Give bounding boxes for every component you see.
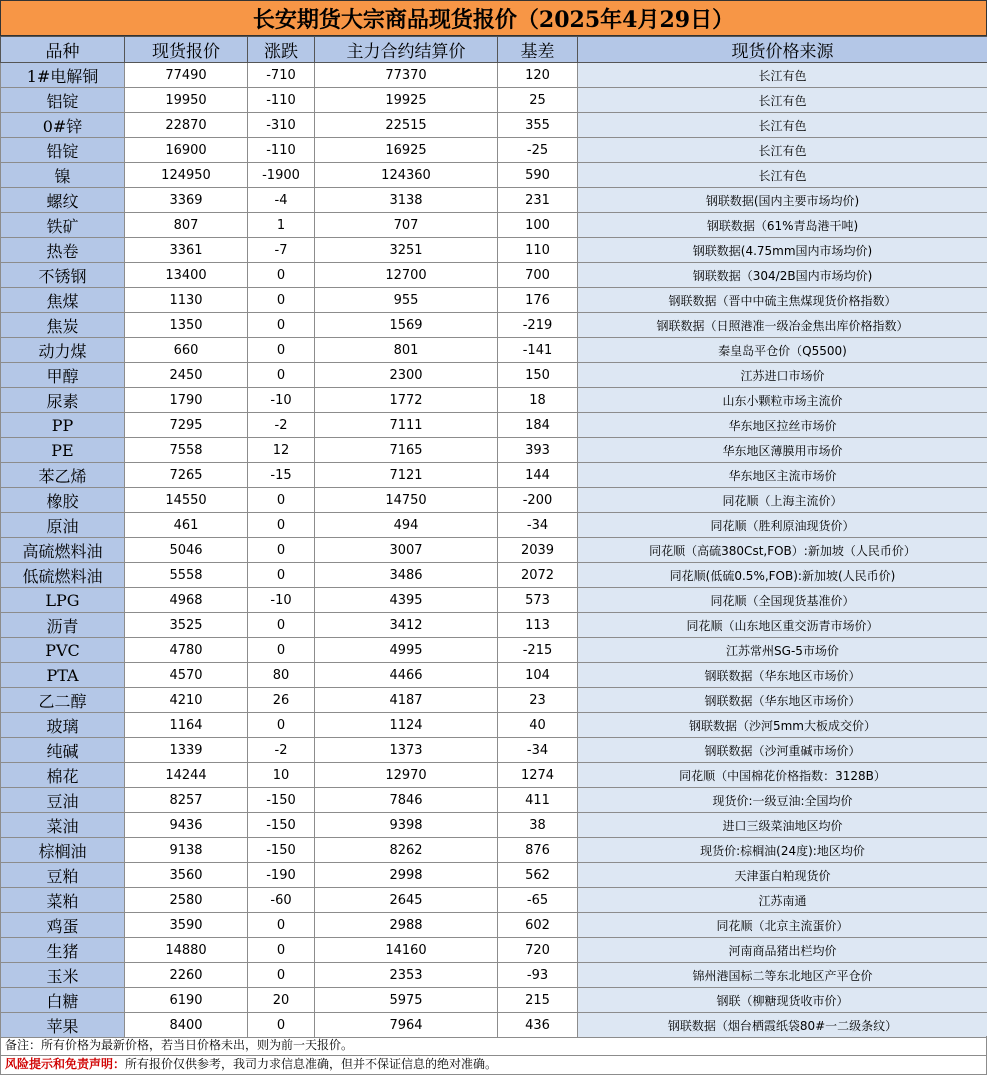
- cell-source: 同花顺（北京主流蛋价）: [578, 913, 987, 938]
- cell-spot: 1130: [125, 288, 248, 313]
- cell-spot: 3560: [125, 863, 248, 888]
- cell-source: 长江有色: [578, 163, 987, 188]
- cell-spot: 2450: [125, 363, 248, 388]
- table-row: [1, 238, 987, 263]
- cell-name: 橡胶: [1, 488, 125, 513]
- cell-basis: 393: [498, 438, 578, 463]
- cell-basis: 2039: [498, 538, 578, 563]
- cell-name: 玉米: [1, 963, 125, 988]
- cell-settle: 1124: [315, 713, 498, 738]
- cell-basis: 184: [498, 413, 578, 438]
- cell-basis: 18: [498, 388, 578, 413]
- cell-settle: 14160: [315, 938, 498, 963]
- cell-name: 铝锭: [1, 88, 125, 113]
- cell-settle: 12700: [315, 263, 498, 288]
- risk-note: [0, 1055, 987, 1075]
- cell-name: 棉花: [1, 763, 125, 788]
- cell-spot: 461: [125, 513, 248, 538]
- cell-settle: 1569: [315, 313, 498, 338]
- cell-settle: 14750: [315, 488, 498, 513]
- cell-source: 钢联（柳糖现货收市价）: [578, 988, 987, 1013]
- cell-source: 钢联数据（沙河5mm大板成交价）: [578, 713, 987, 738]
- cell-settle: 801: [315, 338, 498, 363]
- cell-change: 80: [248, 663, 315, 688]
- table-row: [1, 963, 987, 988]
- cell-spot: 14244: [125, 763, 248, 788]
- cell-change: 0: [248, 613, 315, 638]
- cell-spot: 9138: [125, 838, 248, 863]
- table-row: [1, 263, 987, 288]
- cell-source: 钢联数据（61%青岛港干吨): [578, 213, 987, 238]
- cell-name: 不锈钢: [1, 263, 125, 288]
- cell-name: 高硫燃料油: [1, 538, 125, 563]
- cell-basis: 215: [498, 988, 578, 1013]
- cell-source: 秦皇岛平仓价（Q5500): [578, 338, 987, 363]
- table-row: [1, 188, 987, 213]
- cell-settle: 2998: [315, 863, 498, 888]
- cell-source: 同花顺（上海主流价）: [578, 488, 987, 513]
- cell-name: 螺纹: [1, 188, 125, 213]
- cell-change: 0: [248, 488, 315, 513]
- cell-change: 0: [248, 638, 315, 663]
- table-row: [1, 913, 987, 938]
- cell-change: 0: [248, 288, 315, 313]
- cell-change: -1900: [248, 163, 315, 188]
- cell-change: 0: [248, 938, 315, 963]
- table-row: [1, 638, 987, 663]
- cell-spot: 1164: [125, 713, 248, 738]
- header-source: 现货价格来源: [578, 37, 987, 63]
- cell-source: 华东地区薄膜用市场价: [578, 438, 987, 463]
- cell-settle: 4995: [315, 638, 498, 663]
- cell-basis: 231: [498, 188, 578, 213]
- cell-change: -110: [248, 88, 315, 113]
- cell-source: 现货价:棕榈油(24度):地区均价: [578, 838, 987, 863]
- cell-change: 0: [248, 963, 315, 988]
- cell-basis: -215: [498, 638, 578, 663]
- cell-source: 同花顺(低硫0.5%,FOB):新加坡(人民币价): [578, 563, 987, 588]
- cell-change: -110: [248, 138, 315, 163]
- cell-name: 焦炭: [1, 313, 125, 338]
- table-row: [1, 563, 987, 588]
- cell-name: 焦煤: [1, 288, 125, 313]
- cell-source: 长江有色: [578, 113, 987, 138]
- cell-name: PTA: [1, 663, 125, 688]
- table-row: [1, 988, 987, 1013]
- header-spot: 现货报价: [125, 37, 248, 63]
- cell-name: 菜粕: [1, 888, 125, 913]
- cell-spot: 13400: [125, 263, 248, 288]
- cell-settle: 9398: [315, 813, 498, 838]
- table-row: [1, 538, 987, 563]
- cell-basis: -34: [498, 513, 578, 538]
- cell-source: 山东小颗粒市场主流价: [578, 388, 987, 413]
- cell-basis: -25: [498, 138, 578, 163]
- cell-settle: 707: [315, 213, 498, 238]
- cell-name: PVC: [1, 638, 125, 663]
- remark-note: 备注：所有价格为最新价格，若当日价格未出，则为前一天报价。: [0, 1036, 987, 1056]
- cell-spot: 8257: [125, 788, 248, 813]
- cell-settle: 8262: [315, 838, 498, 863]
- table-row: [1, 138, 987, 163]
- table-row: [1, 388, 987, 413]
- cell-spot: 3590: [125, 913, 248, 938]
- cell-basis: 700: [498, 263, 578, 288]
- cell-spot: 77490: [125, 63, 248, 88]
- table-row: [1, 713, 987, 738]
- cell-name: 热卷: [1, 238, 125, 263]
- cell-name: PP: [1, 413, 125, 438]
- cell-spot: 7295: [125, 413, 248, 438]
- cell-settle: 7964: [315, 1013, 498, 1038]
- cell-settle: 2300: [315, 363, 498, 388]
- cell-change: 0: [248, 263, 315, 288]
- cell-settle: 2353: [315, 963, 498, 988]
- cell-change: 10: [248, 763, 315, 788]
- cell-settle: 4187: [315, 688, 498, 713]
- table-row: [1, 888, 987, 913]
- cell-settle: 4466: [315, 663, 498, 688]
- cell-basis: 23: [498, 688, 578, 713]
- cell-basis: 876: [498, 838, 578, 863]
- cell-name: 菜油: [1, 813, 125, 838]
- cell-settle: 5975: [315, 988, 498, 1013]
- cell-change: 0: [248, 563, 315, 588]
- cell-spot: 16900: [125, 138, 248, 163]
- cell-change: -150: [248, 838, 315, 863]
- cell-basis: 2072: [498, 563, 578, 588]
- cell-basis: 562: [498, 863, 578, 888]
- cell-spot: 4780: [125, 638, 248, 663]
- cell-change: -2: [248, 413, 315, 438]
- cell-name: 乙二醇: [1, 688, 125, 713]
- cell-spot: 3369: [125, 188, 248, 213]
- cell-source: 同花顺（全国现货基准价）: [578, 588, 987, 613]
- cell-change: -150: [248, 813, 315, 838]
- cell-basis: 113: [498, 613, 578, 638]
- cell-settle: 7111: [315, 413, 498, 438]
- cell-change: -150: [248, 788, 315, 813]
- cell-name: 豆油: [1, 788, 125, 813]
- cell-name: 纯碱: [1, 738, 125, 763]
- cell-basis: 602: [498, 913, 578, 938]
- cell-basis: 38: [498, 813, 578, 838]
- cell-settle: 12970: [315, 763, 498, 788]
- table-row: [1, 88, 987, 113]
- cell-spot: 660: [125, 338, 248, 363]
- table-row: [1, 788, 987, 813]
- cell-basis: -200: [498, 488, 578, 513]
- cell-source: 华东地区主流市场价: [578, 463, 987, 488]
- cell-basis: 720: [498, 938, 578, 963]
- cell-spot: 2580: [125, 888, 248, 913]
- cell-basis: -93: [498, 963, 578, 988]
- cell-change: -190: [248, 863, 315, 888]
- cell-settle: 22515: [315, 113, 498, 138]
- cell-source: 锦州港国标二等东北地区产平仓价: [578, 963, 987, 988]
- cell-name: 0#锌: [1, 113, 125, 138]
- table-row: [1, 838, 987, 863]
- cell-basis: 40: [498, 713, 578, 738]
- cell-spot: 14550: [125, 488, 248, 513]
- cell-change: 0: [248, 513, 315, 538]
- cell-name: 棕榈油: [1, 838, 125, 863]
- cell-name: 甲醇: [1, 363, 125, 388]
- header-basis: 基差: [498, 37, 578, 63]
- table-row: [1, 1013, 987, 1038]
- cell-spot: 14880: [125, 938, 248, 963]
- cell-settle: 3251: [315, 238, 498, 263]
- table-row: [1, 938, 987, 963]
- cell-basis: 150: [498, 363, 578, 388]
- cell-source: 进口三级菜油地区均价: [578, 813, 987, 838]
- cell-change: 0: [248, 913, 315, 938]
- cell-name: 沥青: [1, 613, 125, 638]
- table-row: [1, 288, 987, 313]
- cell-source: 天津蛋白粕现货价: [578, 863, 987, 888]
- risk-label: 风险提示和免责声明：: [5, 1057, 125, 1071]
- cell-basis: 411: [498, 788, 578, 813]
- cell-source: 钢联数据（日照港准一级冶金焦出库价格指数）: [578, 313, 987, 338]
- cell-source: 钢联数据（沙河重碱市场价）: [578, 738, 987, 763]
- table-row: [1, 763, 987, 788]
- cell-change: -4: [248, 188, 315, 213]
- table-row: [1, 813, 987, 838]
- cell-basis: 590: [498, 163, 578, 188]
- cell-source: 长江有色: [578, 63, 987, 88]
- cell-settle: 3007: [315, 538, 498, 563]
- price-table: [0, 36, 987, 1038]
- header-name: 品种: [1, 37, 125, 63]
- header-change: 涨跌: [248, 37, 315, 63]
- cell-name: 1#电解铜: [1, 63, 125, 88]
- cell-change: 0: [248, 363, 315, 388]
- cell-spot: 3361: [125, 238, 248, 263]
- cell-settle: 19925: [315, 88, 498, 113]
- cell-basis: 25: [498, 88, 578, 113]
- cell-spot: 9436: [125, 813, 248, 838]
- cell-settle: 3138: [315, 188, 498, 213]
- cell-name: 生猪: [1, 938, 125, 963]
- cell-basis: -65: [498, 888, 578, 913]
- cell-basis: -141: [498, 338, 578, 363]
- table-row: [1, 313, 987, 338]
- table-row: [1, 63, 987, 88]
- table-row: [1, 363, 987, 388]
- cell-change: 1: [248, 213, 315, 238]
- cell-settle: 7121: [315, 463, 498, 488]
- cell-source: 钢联数据(4.75mm国内市场均价): [578, 238, 987, 263]
- table-row: [1, 488, 987, 513]
- cell-change: 12: [248, 438, 315, 463]
- cell-change: 0: [248, 338, 315, 363]
- cell-change: 0: [248, 1013, 315, 1038]
- cell-basis: 436: [498, 1013, 578, 1038]
- sheet-title: 长安期货大宗商品现货报价（2025年4月29日）: [0, 0, 987, 36]
- cell-basis: 176: [498, 288, 578, 313]
- cell-basis: -219: [498, 313, 578, 338]
- cell-change: -7: [248, 238, 315, 263]
- cell-source: 河南商品猪出栏均价: [578, 938, 987, 963]
- cell-spot: 1350: [125, 313, 248, 338]
- cell-change: 0: [248, 538, 315, 563]
- cell-settle: 1373: [315, 738, 498, 763]
- cell-spot: 4210: [125, 688, 248, 713]
- cell-spot: 19950: [125, 88, 248, 113]
- cell-change: -15: [248, 463, 315, 488]
- cell-settle: 124360: [315, 163, 498, 188]
- cell-name: 尿素: [1, 388, 125, 413]
- cell-basis: 110: [498, 238, 578, 263]
- cell-basis: 144: [498, 463, 578, 488]
- risk-text: 所有报价仅供参考，我司力求信息准确，但并不保证信息的绝对准确。: [125, 1057, 497, 1071]
- cell-spot: 7265: [125, 463, 248, 488]
- table-row: [1, 338, 987, 363]
- table-row: [1, 113, 987, 138]
- cell-basis: 573: [498, 588, 578, 613]
- cell-settle: 2988: [315, 913, 498, 938]
- cell-spot: 7558: [125, 438, 248, 463]
- cell-name: 玻璃: [1, 713, 125, 738]
- cell-source: 钢联数据（华东地区市场价）: [578, 663, 987, 688]
- cell-basis: 100: [498, 213, 578, 238]
- cell-name: 原油: [1, 513, 125, 538]
- cell-name: 铁矿: [1, 213, 125, 238]
- table-row: [1, 663, 987, 688]
- cell-spot: 4570: [125, 663, 248, 688]
- table-row: [1, 613, 987, 638]
- cell-change: -60: [248, 888, 315, 913]
- cell-source: 同花顺（高硫380Cst,FOB）:新加坡（人民币价）: [578, 538, 987, 563]
- cell-change: 0: [248, 713, 315, 738]
- cell-source: 同花顺（胜利原油现货价）: [578, 513, 987, 538]
- cell-change: -2: [248, 738, 315, 763]
- cell-change: -310: [248, 113, 315, 138]
- cell-settle: 7846: [315, 788, 498, 813]
- cell-name: 苯乙烯: [1, 463, 125, 488]
- cell-change: 0: [248, 313, 315, 338]
- cell-spot: 807: [125, 213, 248, 238]
- cell-name: 白糖: [1, 988, 125, 1013]
- cell-settle: 1772: [315, 388, 498, 413]
- cell-spot: 22870: [125, 113, 248, 138]
- cell-change: -10: [248, 588, 315, 613]
- table-row: [1, 738, 987, 763]
- table-row: [1, 688, 987, 713]
- cell-spot: 1790: [125, 388, 248, 413]
- cell-change: -710: [248, 63, 315, 88]
- table-row: [1, 438, 987, 463]
- cell-source: 钢联数据（晋中中硫主焦煤现货价格指数）: [578, 288, 987, 313]
- cell-name: 铅锭: [1, 138, 125, 163]
- table-row: [1, 463, 987, 488]
- cell-source: 江苏进口市场价: [578, 363, 987, 388]
- table-row: [1, 163, 987, 188]
- cell-name: 镍: [1, 163, 125, 188]
- cell-source: 现货价:一级豆油:全国均价: [578, 788, 987, 813]
- cell-spot: 6190: [125, 988, 248, 1013]
- cell-change: 26: [248, 688, 315, 713]
- cell-settle: 16925: [315, 138, 498, 163]
- cell-change: -10: [248, 388, 315, 413]
- cell-settle: 2645: [315, 888, 498, 913]
- table-row: [1, 413, 987, 438]
- cell-name: 低硫燃料油: [1, 563, 125, 588]
- cell-basis: 120: [498, 63, 578, 88]
- cell-name: 动力煤: [1, 338, 125, 363]
- cell-source: 长江有色: [578, 88, 987, 113]
- cell-name: 豆粕: [1, 863, 125, 888]
- cell-name: LPG: [1, 588, 125, 613]
- table-body: [1, 63, 987, 1038]
- cell-change: 20: [248, 988, 315, 1013]
- cell-source: 江苏常州SG-5市场价: [578, 638, 987, 663]
- cell-spot: 5046: [125, 538, 248, 563]
- cell-basis: 355: [498, 113, 578, 138]
- cell-source: 长江有色: [578, 138, 987, 163]
- cell-basis: -34: [498, 738, 578, 763]
- cell-settle: 3412: [315, 613, 498, 638]
- cell-spot: 8400: [125, 1013, 248, 1038]
- table-row: [1, 513, 987, 538]
- table-row: [1, 213, 987, 238]
- cell-settle: 494: [315, 513, 498, 538]
- cell-spot: 4968: [125, 588, 248, 613]
- cell-settle: 4395: [315, 588, 498, 613]
- cell-source: 同花顺（山东地区重交沥青市场价）: [578, 613, 987, 638]
- cell-settle: 77370: [315, 63, 498, 88]
- cell-basis: 104: [498, 663, 578, 688]
- cell-name: PE: [1, 438, 125, 463]
- cell-settle: 3486: [315, 563, 498, 588]
- cell-source: 华东地区拉丝市场价: [578, 413, 987, 438]
- cell-source: 江苏南通: [578, 888, 987, 913]
- cell-source: 钢联数据（华东地区市场价）: [578, 688, 987, 713]
- cell-spot: 1339: [125, 738, 248, 763]
- cell-spot: 124950: [125, 163, 248, 188]
- cell-source: 钢联数据（烟台栖霞纸袋80#一二级条纹）: [578, 1013, 987, 1038]
- cell-basis: 1274: [498, 763, 578, 788]
- table-header-row: [1, 37, 987, 63]
- cell-name: 苹果: [1, 1013, 125, 1038]
- cell-settle: 7165: [315, 438, 498, 463]
- cell-settle: 955: [315, 288, 498, 313]
- table-row: [1, 863, 987, 888]
- table-row: [1, 588, 987, 613]
- header-settle: 主力合约结算价: [315, 37, 498, 63]
- cell-spot: 2260: [125, 963, 248, 988]
- cell-spot: 5558: [125, 563, 248, 588]
- cell-name: 鸡蛋: [1, 913, 125, 938]
- cell-source: 同花顺（中国棉花价格指数：3128B）: [578, 763, 987, 788]
- cell-source: 钢联数据(国内主要市场均价): [578, 188, 987, 213]
- cell-source: 钢联数据（304/2B国内市场均价): [578, 263, 987, 288]
- cell-spot: 3525: [125, 613, 248, 638]
